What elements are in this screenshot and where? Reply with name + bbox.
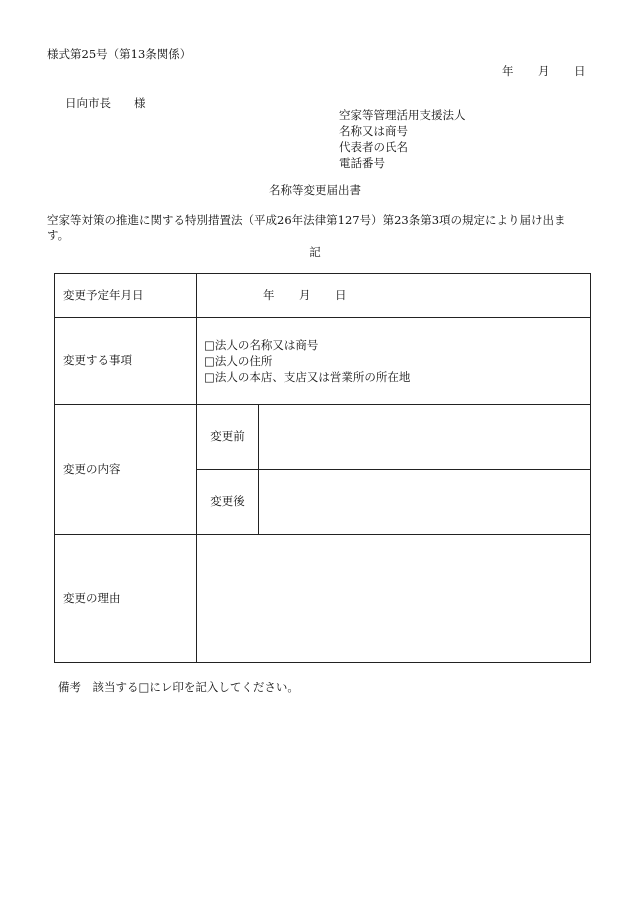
- matter-label: 変更する事項: [55, 318, 197, 405]
- matter-options: [197, 318, 591, 405]
- option-office-checkbox[interactable]: □法人の本店、支店又は営業所の所在地: [204, 370, 411, 384]
- after-label: 変更後: [197, 470, 259, 535]
- date-year-label: 年: [502, 64, 514, 78]
- document-title: 名称等変更届出書: [269, 183, 361, 197]
- row-matter: [55, 318, 591, 405]
- footnote: 備考 該当する□にレ印を記入してください。: [58, 680, 299, 694]
- date-month-label: 月: [538, 64, 550, 78]
- planned-date-label: 変更予定年月日: [55, 274, 197, 318]
- applicant-org-label: 空家等管理活用支援法人: [339, 108, 466, 122]
- planned-date-year: 年: [263, 287, 275, 302]
- date-line: [502, 64, 586, 80]
- ki-mark: 記: [309, 245, 321, 259]
- form-number: 様式第25号（第13条関係）: [47, 47, 192, 61]
- before-field[interactable]: [259, 405, 591, 470]
- planned-date-month: 月: [299, 287, 311, 302]
- after-field[interactable]: [259, 470, 591, 535]
- planned-date-day: 日: [335, 287, 347, 302]
- row-reason: [55, 535, 591, 663]
- body-text: 空家等対策の推進に関する特別措置法（平成26年法律第127号）第23条第3項の規定により届け出ます。: [47, 213, 566, 242]
- planned-date-field[interactable]: [197, 274, 591, 318]
- form-table: [54, 273, 591, 663]
- content-label: 変更の内容: [55, 405, 197, 535]
- reason-label: 変更の理由: [55, 535, 197, 663]
- applicant-rep-label: 代表者の氏名: [339, 140, 408, 154]
- before-label: 変更前: [197, 405, 259, 470]
- row-planned-date: [55, 274, 591, 318]
- reason-field[interactable]: [197, 535, 591, 663]
- applicant-block: [339, 107, 466, 171]
- option-address-checkbox[interactable]: □法人の住所: [204, 354, 273, 368]
- option-name-checkbox[interactable]: □法人の名称又は商号: [204, 338, 319, 352]
- applicant-phone-label: 電話番号: [339, 156, 385, 170]
- row-content-before: [55, 405, 591, 470]
- addressee: 日向市長 様: [65, 96, 146, 110]
- date-day-label: 日: [574, 64, 586, 78]
- applicant-name-label: 名称又は商号: [339, 124, 408, 138]
